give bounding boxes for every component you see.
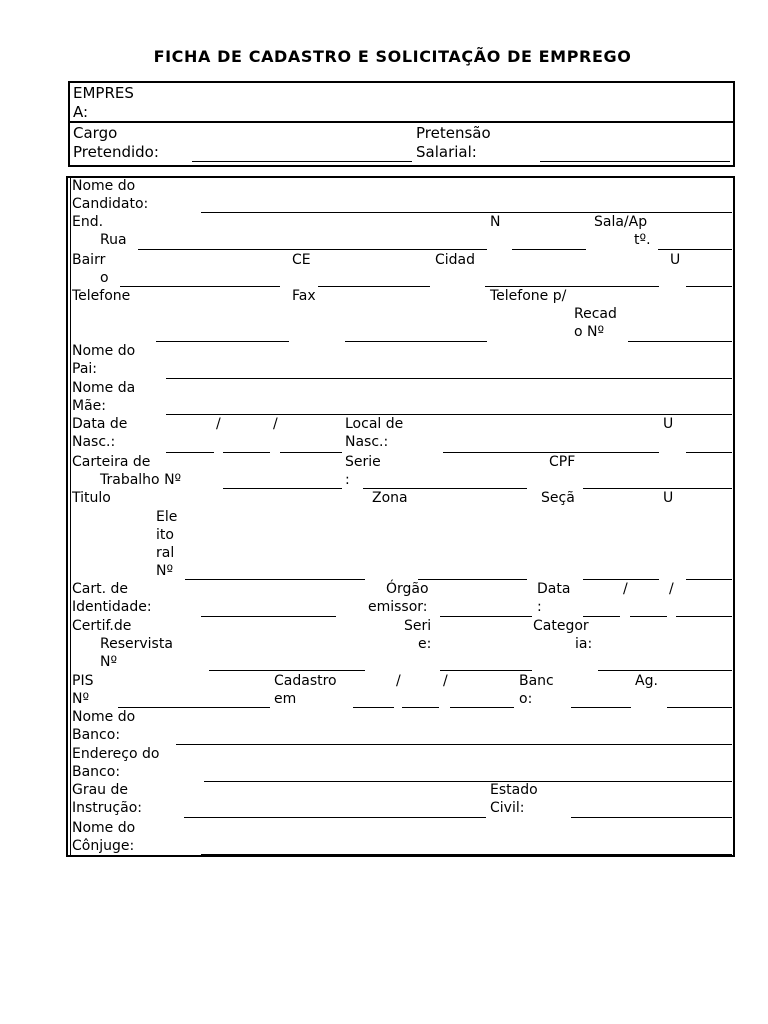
nome-mae-field[interactable]: [166, 414, 732, 415]
data-emissao-ano-field[interactable]: [676, 616, 732, 617]
estado-civil-field[interactable]: [571, 817, 732, 818]
date-slash: /: [443, 673, 448, 689]
recado-label-2: o Nº: [574, 324, 605, 340]
uf-label-3: U: [663, 490, 674, 506]
nome-pai-label-1: Nome do: [72, 343, 136, 359]
pis-label-1: PIS: [72, 673, 94, 689]
pis-label-2: Nº: [72, 691, 90, 707]
nome-mae-label-2: Mãe:: [72, 398, 106, 414]
uf-label-1: U: [670, 252, 681, 268]
date-slash: /: [273, 416, 278, 432]
uf-field-1[interactable]: [686, 286, 732, 287]
conjuge-field[interactable]: [201, 854, 732, 855]
cart-id-label-2: Identidade:: [72, 599, 152, 615]
serie-reservista-label-2: e:: [418, 636, 432, 652]
cep-label: CE: [292, 252, 311, 268]
recado-field[interactable]: [628, 341, 732, 342]
conjuge-label-2: Cônjuge:: [72, 838, 135, 854]
cadastro-label-1: Cadastro: [274, 673, 337, 689]
serie-label-1: Serie: [345, 454, 381, 470]
uf-field-2[interactable]: [686, 452, 732, 453]
uf-label-2: U: [663, 416, 674, 432]
numero-field[interactable]: [512, 249, 586, 250]
serie-label-2: :: [345, 472, 350, 488]
pis-field[interactable]: [118, 707, 270, 708]
categoria-field[interactable]: [598, 670, 732, 671]
empresa-label-1: EMPRES: [73, 84, 134, 102]
data-nasc-label-2: Nasc.:: [72, 434, 116, 450]
end-banco-label-1: Endereço do: [72, 746, 160, 762]
cart-id-label-1: Cart. de: [72, 581, 128, 597]
nome-banco-field[interactable]: [176, 744, 732, 745]
telefone-recado-label: Telefone p/: [490, 288, 567, 304]
telefone-label: Telefone: [72, 288, 131, 304]
nome-pai-field[interactable]: [166, 378, 732, 379]
end-banco-field[interactable]: [204, 781, 732, 782]
data-emissao-label-2: :: [537, 599, 542, 615]
cadastro-dia-field[interactable]: [353, 707, 394, 708]
sala-label-2: tº.: [634, 232, 651, 248]
date-slash: /: [396, 673, 401, 689]
titulo-field[interactable]: [185, 579, 365, 580]
cart-id-field[interactable]: [201, 616, 336, 617]
cpf-label: CPF: [549, 454, 576, 470]
bairro-label-2: o: [100, 270, 109, 286]
data-nasc-ano-field[interactable]: [280, 452, 342, 453]
secao-label: Seçã: [541, 490, 575, 506]
certif-label-2: Reservista: [100, 636, 173, 652]
carteira-field[interactable]: [223, 488, 342, 489]
cpf-field[interactable]: [583, 488, 732, 489]
nome-banco-label-1: Nome do: [72, 709, 136, 725]
banco-field[interactable]: [571, 707, 631, 708]
recado-label-1: Recad: [574, 306, 617, 322]
empresa-label-2: A:: [73, 103, 89, 121]
nome-pai-label-2: Pai:: [72, 361, 97, 377]
orgao-label-1: Órgão: [386, 581, 429, 597]
grau-instrucao-field[interactable]: [184, 817, 486, 818]
cargo-field[interactable]: [192, 161, 412, 162]
data-nasc-mes-field[interactable]: [223, 452, 270, 453]
form-title: FICHA DE CADASTRO E SOLICITAÇÃO DE EMPREGO: [153, 47, 632, 66]
header-box: [68, 81, 735, 167]
sala-label-1: Sala/Ap: [594, 214, 648, 230]
orgao-field[interactable]: [440, 616, 532, 617]
end-label-2: Rua: [100, 232, 127, 248]
conjuge-label-1: Nome do: [72, 820, 136, 836]
certif-label-3: Nº: [100, 654, 118, 670]
cidade-label: Cidad: [435, 252, 476, 268]
serie-reservista-label-1: Seri: [404, 618, 432, 634]
data-nasc-dia-field[interactable]: [166, 452, 214, 453]
carteira-label-1: Carteira de: [72, 454, 151, 470]
agencia-label: Ag.: [635, 673, 658, 689]
cadastro-ano-field[interactable]: [450, 707, 514, 708]
carteira-label-2: Trabalho Nº: [100, 472, 182, 488]
eleitoral-label-3: ral: [156, 545, 175, 561]
local-nasc-label-1: Local de: [345, 416, 404, 432]
empresa-field[interactable]: [148, 121, 733, 122]
fax-label: Fax: [292, 288, 316, 304]
orgao-label-2: emissor:: [368, 599, 428, 615]
banco-label-2: o:: [519, 691, 533, 707]
eleitoral-label-2: ito: [156, 527, 174, 543]
zona-label: Zona: [372, 490, 408, 506]
cep-field[interactable]: [318, 286, 430, 287]
nome-banco-label-2: Banco:: [72, 727, 121, 743]
agencia-field[interactable]: [667, 707, 732, 708]
data-nasc-label-1: Data de: [72, 416, 128, 432]
bairro-label-1: Bairr: [72, 252, 106, 268]
grau-label-1: Grau de: [72, 782, 129, 798]
end-label-1: End.: [72, 214, 104, 230]
nome-candidato-field[interactable]: [201, 212, 732, 213]
cargo-label-1: Cargo: [73, 124, 118, 142]
end-banco-label-2: Banco:: [72, 764, 121, 780]
fax-field[interactable]: [345, 341, 487, 342]
titulo-label: Titulo: [72, 490, 111, 506]
pretensao-field[interactable]: [540, 161, 730, 162]
local-nasc-label-2: Nasc.:: [345, 434, 389, 450]
banco-label-1: Banc: [519, 673, 554, 689]
cargo-label-2: Pretendido:: [73, 143, 159, 161]
nome-mae-label-1: Nome da: [72, 380, 136, 396]
data-emissao-label-1: Data: [537, 581, 571, 597]
eleitoral-label-4: Nº: [156, 563, 174, 579]
cadastro-mes-field[interactable]: [402, 707, 439, 708]
grau-label-2: Instrução:: [72, 800, 142, 816]
numero-label: N: [490, 214, 501, 230]
nome-candidato-label-2: Candidato:: [72, 196, 149, 212]
data-emissao-mes-field[interactable]: [630, 616, 667, 617]
categoria-label-2: ia:: [575, 636, 593, 652]
secao-field[interactable]: [583, 579, 659, 580]
estado-civil-label-2: Civil:: [490, 800, 525, 816]
date-slash: /: [623, 581, 628, 597]
uf-field-3[interactable]: [686, 579, 732, 580]
zona-field[interactable]: [418, 579, 527, 580]
nome-candidato-label-1: Nome do: [72, 178, 136, 194]
certif-label-1: Certif.de: [72, 618, 132, 634]
telefone-field[interactable]: [156, 341, 289, 342]
bairro-field[interactable]: [120, 286, 280, 287]
estado-civil-label-1: Estado: [490, 782, 538, 798]
cadastro-label-2: em: [274, 691, 297, 707]
date-slash: /: [216, 416, 221, 432]
pretensao-label-1: Pretensão: [416, 124, 491, 142]
date-slash: /: [669, 581, 674, 597]
categoria-label-1: Categor: [533, 618, 589, 634]
eleitoral-label-1: Ele: [156, 509, 178, 525]
pretensao-label-2: Salarial:: [416, 143, 477, 161]
